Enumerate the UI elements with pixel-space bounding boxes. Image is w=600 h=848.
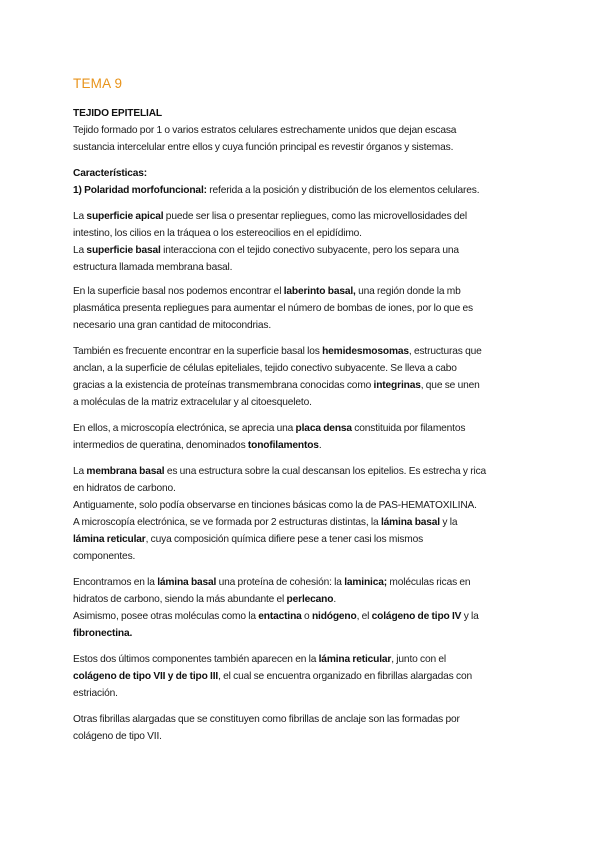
- term-lamina-reticular: lámina reticular: [73, 534, 146, 545]
- text-run: .: [318, 440, 322, 451]
- term-superficie-basal: superficie basal: [86, 245, 161, 256]
- page-title: TEMA 9: [73, 76, 123, 91]
- text-run: moléculas ricas en: [387, 577, 471, 588]
- text-line: intestino, los cilios en la tráquea o los estereocilios en el epidídimo.: [73, 228, 362, 239]
- term-integrinas: integrinas: [373, 380, 421, 391]
- term-nidogeno: nidógeno: [311, 611, 357, 622]
- term-membrana-basal: membrana basal: [86, 466, 165, 477]
- text-line: plasmática presenta repliegues para aumentar el número de bombas de iones, por lo que es: [73, 303, 473, 314]
- hemidesmosomas-paragraph: [73, 343, 538, 411]
- text-run: Estos dos últimos componentes también aparecen en la: [73, 654, 319, 665]
- anclaje-paragraph: [73, 711, 538, 745]
- term-lamina-basal: lámina basal: [157, 577, 217, 588]
- polarity-label: 1) Polaridad morfofuncional:: [73, 185, 207, 196]
- text-line: colágeno de tipo VII.: [73, 731, 162, 742]
- text-line: estriación.: [73, 688, 118, 699]
- polarity-text: referida a la posición y distribución de los elementos celulares.: [206, 185, 480, 196]
- text-line: Antiguamente, solo podía observarse en tinciones básicas como la de PAS-HEMATOXILINA.: [73, 500, 477, 511]
- text-run: , el: [356, 611, 372, 622]
- text-run: La: [73, 245, 87, 256]
- characteristics-label: Características:: [73, 168, 148, 179]
- membrana-paragraph: [73, 463, 538, 565]
- text-line: en hidratos de carbono.: [73, 483, 176, 494]
- term-fibronectina: fibronectina.: [73, 628, 133, 639]
- text-run: puede ser lisa o presentar repliegues, como las microvellosidades del: [163, 211, 468, 222]
- term-superficie-apical: superficie apical: [86, 211, 164, 222]
- document-body: [73, 76, 538, 754]
- text-run: Encontramos en la: [73, 577, 158, 588]
- intro-line: sustancia intercelular entre ellos y cuya función principal es revestir órganos y sistemas.: [73, 142, 454, 153]
- apical-paragraph: [73, 208, 538, 276]
- term-colageno-vii-iii: colágeno de tipo VII y de tipo III: [73, 671, 219, 682]
- text-run: intermedios de queratina, denominados: [73, 440, 248, 451]
- text-run: En ellos, a microscopía electrónica, se aprecia una: [73, 423, 296, 434]
- term-laminica: laminica;: [344, 577, 387, 588]
- intro-line: Tejido formado por 1 o varios estratos celulares estrechamente unidos que dejan escasa: [73, 125, 457, 136]
- text-line: a moléculas de la matriz extracelular y al citoesqueleto.: [73, 397, 312, 408]
- term-perlecano: perlecano: [286, 594, 334, 605]
- term-placa-densa: placa densa: [295, 423, 352, 434]
- text-run: interacciona con el tejido conectivo subyacente, pero los separa una: [160, 245, 459, 256]
- text-line: Otras fibrillas alargadas que se constituyen como fibrillas de anclaje son las formadas por: [73, 714, 460, 725]
- text-line: necesario una gran cantidad de mitocondrias.: [73, 320, 272, 331]
- text-run: , el cual se encuentra organizado en fibrillas alargadas con: [218, 671, 472, 682]
- text-run: gracias a la existencia de proteínas transmembrana conocidas como: [73, 380, 374, 391]
- text-run: También es frecuente encontrar en la superficie basal los: [73, 346, 323, 357]
- reticular-paragraph: [73, 651, 538, 702]
- text-run: , cuya composición química difiere pese a tener casi los mismos: [145, 534, 424, 545]
- term-hemidesmosomas: hemidesmosomas: [322, 346, 409, 357]
- section-heading: TEJIDO EPITELIAL: [73, 108, 162, 119]
- text-line: componentes.: [73, 551, 136, 562]
- term-tonofilamentos: tonofilamentos: [247, 440, 319, 451]
- term-colageno-iv: colágeno de tipo IV: [371, 611, 462, 622]
- term-lamina-reticular: lámina reticular: [318, 654, 392, 665]
- text-run: , estructuras que: [408, 346, 482, 357]
- text-run: constituida por filamentos: [351, 423, 466, 434]
- text-run: Asimismo, posee otras moléculas como la: [73, 611, 259, 622]
- text-run: , junto con el: [391, 654, 447, 665]
- text-run: , que se unen: [420, 380, 480, 391]
- laberinto-paragraph: [73, 283, 538, 334]
- text-run: es una estructura sobre la cual descansan los epitelios. Es estrecha y rica: [164, 466, 487, 477]
- text-run: A microscopía electrónica, se ve formada por 2 estructuras distintas, la: [73, 517, 381, 528]
- text-line: anclan, a la superficie de células epiteliales, tejido conectivo subyacente. Se lleva a cabo: [73, 363, 457, 374]
- characteristics-paragraph: [73, 165, 538, 199]
- text-run: hidratos de carbono, siendo la más abundante el: [73, 594, 287, 605]
- text-line: estructura llamada membrana basal.: [73, 262, 233, 273]
- text-run: una proteína de cohesión: la: [216, 577, 345, 588]
- intro-paragraph: [73, 105, 538, 156]
- term-lamina-basal: lámina basal: [380, 517, 440, 528]
- placa-paragraph: [73, 420, 538, 454]
- text-run: una región donde la mb: [355, 286, 461, 297]
- laminina-paragraph: [73, 574, 538, 642]
- term-entactina: entactina: [258, 611, 302, 622]
- text-run: En la superficie basal nos podemos encontrar el: [73, 286, 284, 297]
- text-run: La: [73, 466, 87, 477]
- text-run: o: [301, 611, 312, 622]
- text-run: .: [333, 594, 337, 605]
- text-run: y la: [461, 611, 479, 622]
- term-laberinto-basal: laberinto basal,: [283, 286, 356, 297]
- text-run: La: [73, 211, 87, 222]
- text-run: y la: [440, 517, 458, 528]
